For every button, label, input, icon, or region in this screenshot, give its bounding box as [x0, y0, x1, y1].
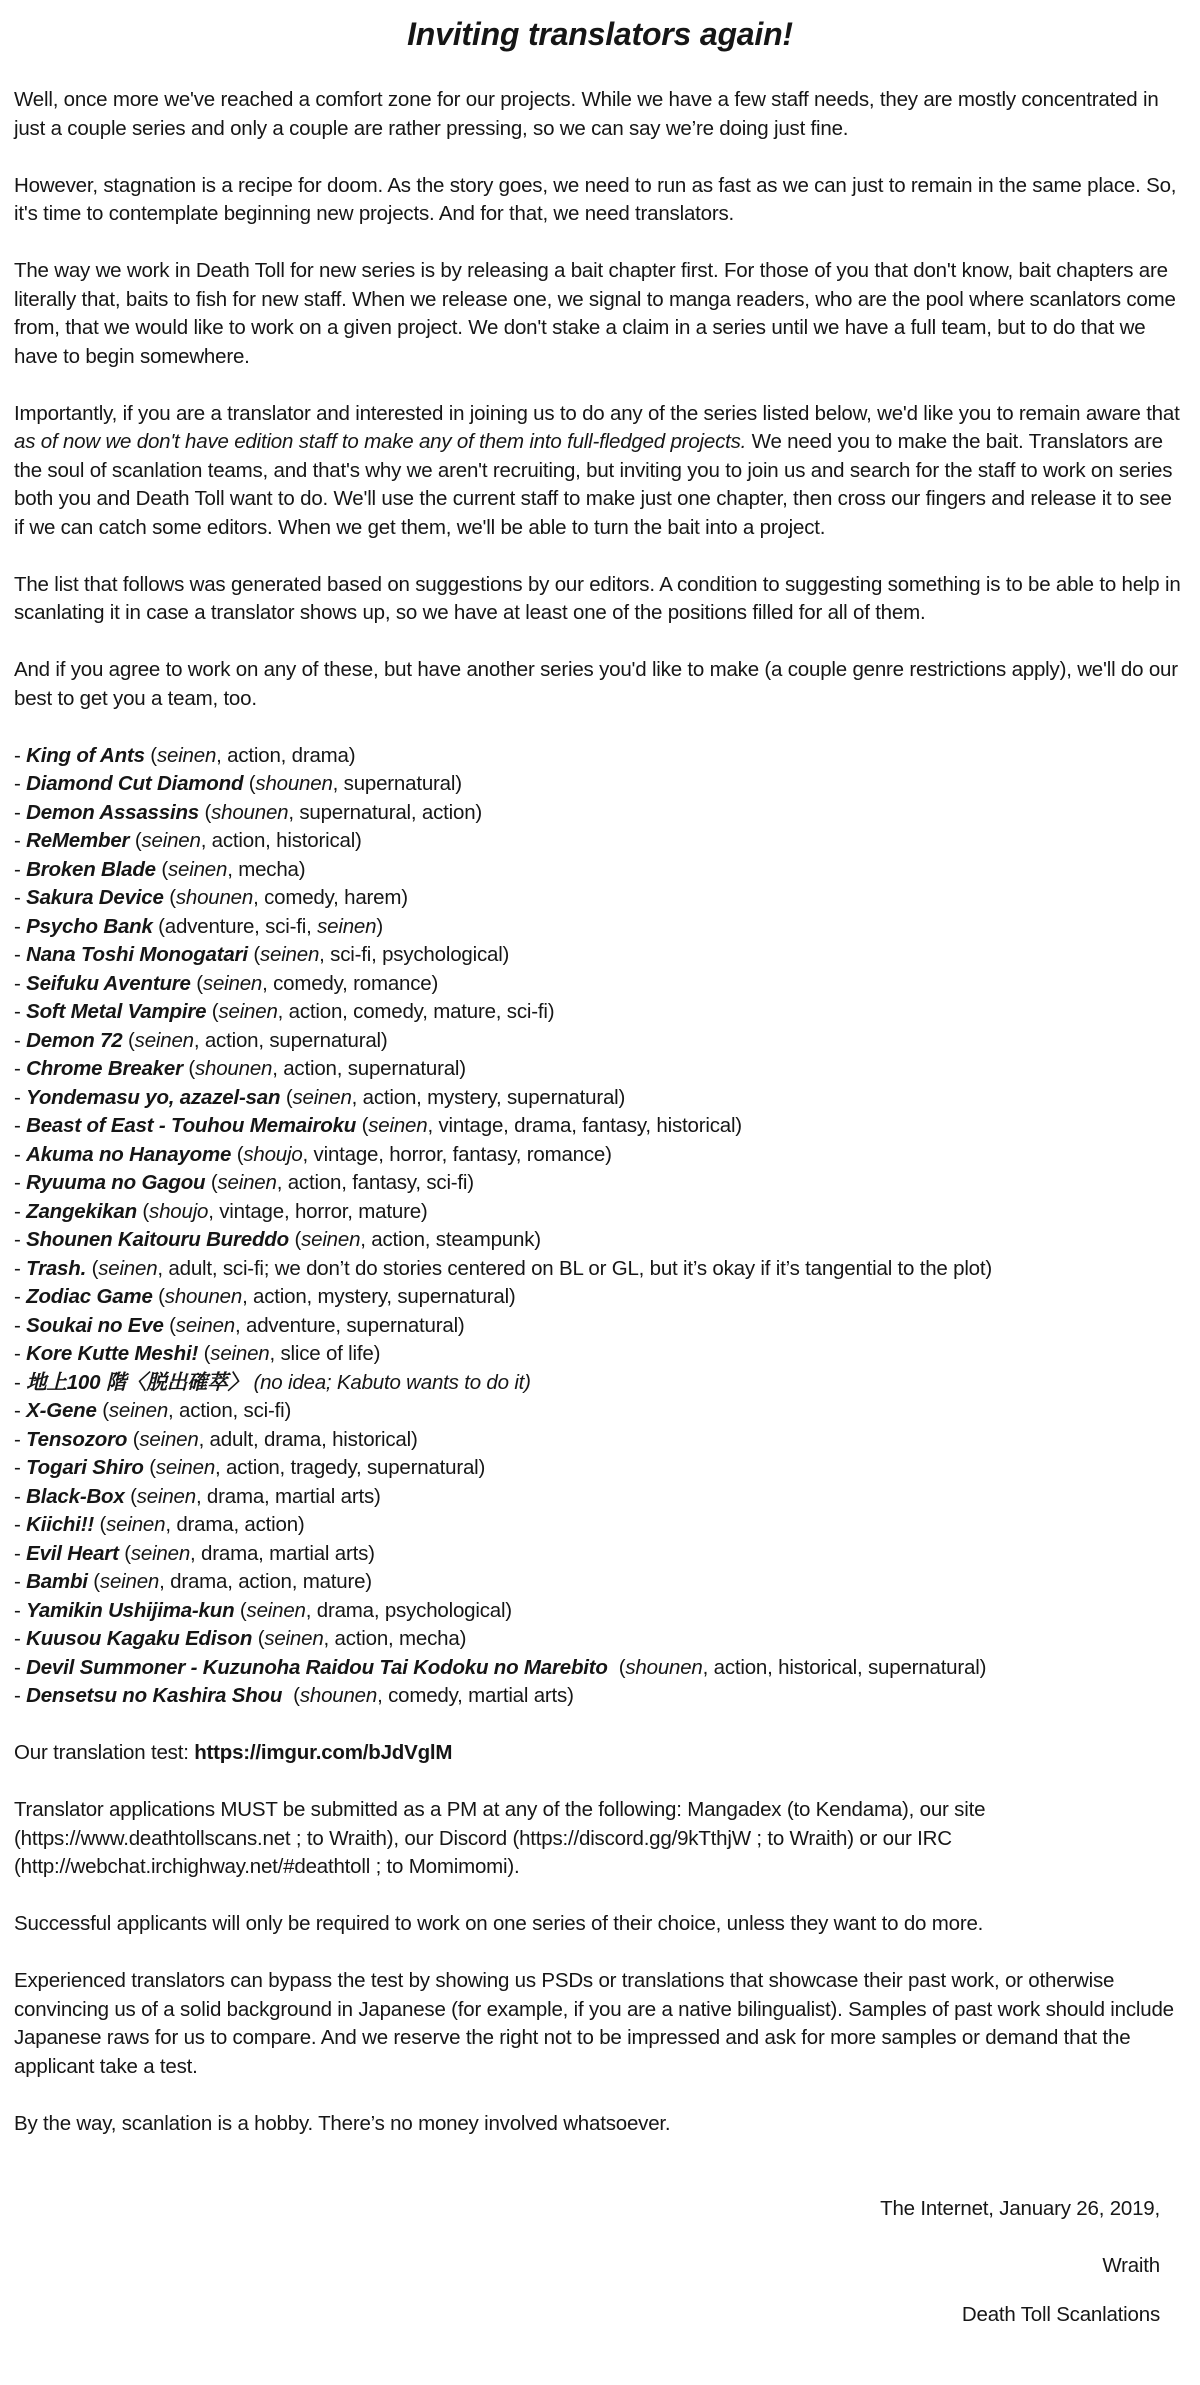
- text-segment: , adventure, supernatural): [235, 1313, 465, 1337]
- text-segment: (: [144, 743, 157, 767]
- text-segment: -: [14, 1171, 27, 1194]
- applications-paragraph: Translator applications MUST be submitted as a PM at any of the following: Mangadex (to Kendama), our site (https://www.deathtollscans.net ; to Wraith), our Discord (https://discord.gg/9kTthjW ; to Wraith) or our IRC (http://webchat.irchighway.net/#deathtoll ; to Momimomi).: [14, 1798, 991, 1878]
- series-title: Kiichi!!: [26, 1513, 94, 1536]
- series-title: Broken Blade: [26, 857, 156, 881]
- text-segment: as of now we don't have edition staff to make any of them into full-fledged projects.: [14, 430, 747, 453]
- text-segment: seinen: [301, 1228, 361, 1251]
- text-segment: seinen: [175, 1313, 235, 1337]
- text-segment: seinen: [259, 943, 320, 966]
- signature-dateline: The Internet, January 26, 2019,: [880, 2197, 1160, 2220]
- text-segment: seinen: [108, 1399, 169, 1422]
- series-list-item: [14, 1568, 1186, 1597]
- series-title: Beast of East - Touhou Memairoku: [26, 1114, 357, 1137]
- text-segment: (: [163, 1313, 176, 1337]
- text-segment: (: [252, 1627, 265, 1650]
- series-list-item: [14, 856, 1186, 885]
- signature-group: Death Toll Scanlations: [961, 2303, 1160, 2326]
- text-segment: , adult, sci-fi; we don’t do stories centered on BL or GL, but it’s okay if it’s tangential to the plot): [157, 1256, 993, 1280]
- text-segment: , comedy, romance): [262, 971, 439, 995]
- series-list-item: [14, 1141, 1186, 1170]
- text-segment: , action, fantasy, sci-fi): [276, 1171, 474, 1194]
- text-segment: seinen: [130, 1541, 191, 1565]
- text-segment: -: [14, 943, 27, 966]
- text-segment: seinen: [202, 971, 263, 995]
- series-list-item: [14, 1226, 1186, 1255]
- text-segment: (: [155, 857, 168, 881]
- text-segment: shoujo: [243, 1142, 303, 1166]
- text-segment: , vintage, drama, fantasy, historical): [427, 1114, 742, 1137]
- series-list-item: [14, 770, 1186, 799]
- text-segment: , vintage, horror, mature): [208, 1199, 428, 1223]
- text-segment: , action, historical, supernatural): [702, 1655, 987, 1679]
- series-title: Trash.: [26, 1256, 87, 1280]
- series-list: [14, 742, 1186, 1711]
- text-segment: seinen: [155, 1456, 216, 1479]
- text-segment: (: [118, 1541, 131, 1565]
- text-segment: -: [14, 1085, 27, 1109]
- text-segment: -: [14, 1142, 27, 1166]
- text-segment: -: [14, 1370, 27, 1394]
- series-title: Psycho Bank: [26, 914, 153, 938]
- text-segment: (: [122, 1028, 135, 1052]
- text-segment: shounen: [164, 1285, 243, 1308]
- series-list-item: [14, 1654, 1186, 1683]
- text-segment: (: [234, 1598, 247, 1622]
- text-segment: ): [376, 914, 383, 938]
- text-segment: -: [14, 857, 27, 881]
- text-segment: shounen: [175, 886, 254, 909]
- series-list-item: [14, 1055, 1186, 1084]
- series-title: Chrome Breaker: [26, 1057, 183, 1080]
- text-segment: , action, sci-fi): [168, 1399, 292, 1422]
- text-segment: seinen: [368, 1114, 428, 1137]
- series-list-item: [14, 1027, 1186, 1056]
- series-title: Soft Metal Vampire: [26, 1000, 207, 1023]
- series-list-item: [14, 1169, 1186, 1198]
- intro-paragraph-5: The list that follows was generated based on suggestions by our editors. A condition to suggesting something is to be able to help in scanlating it in case a translator shows up, so we have at least one of the positions filled for all of them.: [14, 572, 1187, 624]
- text-segment: -: [14, 1513, 27, 1536]
- text-segment: , action, tragedy, supernatural): [215, 1456, 486, 1479]
- series-list-item: [14, 1255, 1186, 1284]
- text-segment: shounen: [299, 1684, 378, 1707]
- text-segment: -: [14, 1598, 27, 1622]
- series-list-item: [14, 1540, 1186, 1569]
- text-segment: -: [14, 1484, 27, 1508]
- text-segment: -: [14, 1114, 27, 1137]
- text-segment: , drama, martial arts): [195, 1484, 381, 1508]
- text-segment: seinen: [136, 1484, 196, 1508]
- series-title: Shounen Kaitouru Bureddo: [26, 1228, 289, 1251]
- text-segment: (: [129, 829, 142, 852]
- text-segment: (: [288, 1228, 302, 1251]
- text-segment: (: [282, 1684, 300, 1707]
- series-list-item: [14, 1625, 1186, 1654]
- text-segment: -: [14, 1256, 27, 1280]
- text-segment: -: [14, 1313, 27, 1337]
- text-segment: Our translation test:: [14, 1741, 195, 1764]
- series-list-item: [14, 799, 1186, 828]
- text-segment: -: [14, 1627, 27, 1650]
- series-title: King of Ants: [26, 743, 145, 767]
- text-segment: (no idea; Kabuto wants to do it): [253, 1370, 531, 1394]
- series-title: X-Gene: [26, 1399, 97, 1422]
- series-title: Soukai no Eve: [26, 1313, 164, 1337]
- text-segment: Importantly, if you are a translator and interested in joining us to do any of the series listed below, we'd like you to remain aware that: [14, 401, 1186, 425]
- text-segment: (: [280, 1085, 293, 1109]
- text-segment: (: [243, 772, 256, 795]
- text-segment: , drama, action, mature): [159, 1570, 372, 1593]
- series-list-item: [14, 827, 1186, 856]
- text-segment: , sci-fi, psychological): [319, 943, 510, 966]
- text-segment: seinen: [217, 1171, 277, 1194]
- series-title: Ryuuma no Gagou: [26, 1171, 206, 1194]
- series-list-item: [14, 1340, 1186, 1369]
- text-segment: , vintage, horror, fantasy, romance): [302, 1142, 612, 1166]
- text-segment: , comedy, harem): [253, 886, 408, 909]
- text-segment: -: [14, 1427, 27, 1451]
- text-segment: (: [124, 1484, 137, 1508]
- text-segment: -: [14, 1285, 27, 1308]
- text-segment: (: [356, 1114, 369, 1137]
- series-title: Akuma no Hanayome: [26, 1142, 232, 1166]
- series-title: Sakura Device: [26, 886, 164, 909]
- series-list-item: [14, 1312, 1186, 1341]
- series-title: Evil Heart: [26, 1541, 119, 1565]
- series-list-item: [14, 1084, 1186, 1113]
- series-list-item: [14, 1597, 1186, 1626]
- text-segment: , action, mystery, supernatural): [351, 1085, 626, 1109]
- text-segment: (: [152, 1285, 165, 1308]
- text-segment: -: [14, 1541, 27, 1565]
- page-title: Inviting translators again!: [407, 16, 793, 52]
- series-title: Bambi: [26, 1570, 88, 1593]
- text-segment: seinen: [246, 1598, 306, 1622]
- text-segment: (: [163, 886, 176, 909]
- text-segment: shounen: [194, 1057, 273, 1080]
- series-title: Seifuku Aventure: [26, 971, 191, 995]
- text-segment: (: [127, 1427, 140, 1451]
- text-segment: (: [87, 1570, 100, 1593]
- text-segment: seinen: [168, 857, 228, 881]
- text-segment: -: [14, 1655, 27, 1679]
- text-segment: -: [14, 1057, 27, 1080]
- intro-paragraph-1: Well, once more we've reached a comfort zone for our projects. While we have a few staff needs, they are mostly concentrated in just a couple series and only a couple are rather pressing, so we can say we’re doing just fine.: [14, 88, 1165, 140]
- text-segment: (: [205, 1171, 218, 1194]
- series-title: Densetsu no Kashira Shou: [26, 1684, 283, 1707]
- text-segment: -: [14, 1228, 27, 1251]
- series-list-item: [14, 1369, 1186, 1398]
- text-segment: seinen: [141, 829, 201, 852]
- text-segment: , drama, psychological): [305, 1598, 512, 1622]
- text-segment: seinen: [292, 1085, 352, 1109]
- series-list-item: [14, 1483, 1186, 1512]
- text-segment: -: [14, 772, 27, 795]
- text-segment: -: [14, 914, 27, 938]
- series-title: Diamond Cut Diamond: [26, 772, 244, 795]
- translation-test-url: https://imgur.com/bJdVglM: [194, 1741, 453, 1764]
- text-segment: seinen: [218, 1000, 278, 1023]
- text-segment: , slice of life): [269, 1342, 381, 1365]
- text-segment: , action, drama): [216, 743, 356, 767]
- text-segment: (: [94, 1513, 107, 1536]
- series-list-item: [14, 941, 1186, 970]
- intro-paragraph-2: However, stagnation is a recipe for doom. As the story goes, we need to run as fast as we can just to remain in the same place. So, it's time to contemplate beginning new projects. And for that, we need translators.: [14, 173, 1182, 225]
- successful-applicants-paragraph: Successful applicants will only be required to work on one series of their choice, unless they want to do more.: [14, 1912, 984, 1935]
- series-title: Zodiac Game: [26, 1285, 153, 1308]
- text-segment: (: [190, 971, 203, 995]
- text-segment: -: [14, 743, 27, 767]
- intro-paragraph-4: [14, 400, 1186, 543]
- text-segment: We need you to make the bait. Translators are the soul of scanlation teams, and that's why we aren't recruiting, but inviting you to join us and search for the staff to work on series both you and Death Toll want to do. We'll use the current staff to make just one chapter, then cross our fingers and release it to see if we can catch some editors. When we get them, we'll be able to turn the bait into a project.: [14, 430, 1178, 539]
- series-list-item: [14, 1426, 1186, 1455]
- text-segment: -: [14, 886, 27, 909]
- text-segment: , action, mystery, supernatural): [242, 1285, 516, 1308]
- text-segment: -: [14, 971, 27, 995]
- text-segment: seinen: [139, 1427, 199, 1451]
- text-segment: -: [14, 829, 27, 852]
- text-segment: shounen: [211, 800, 289, 824]
- text-segment: -: [14, 1399, 27, 1422]
- series-title: 地上100 階〈脱出確萃〉: [26, 1370, 248, 1394]
- text-segment: , adult, drama, historical): [198, 1427, 418, 1451]
- text-segment: shounen: [625, 1655, 703, 1679]
- text-segment: seinen: [210, 1342, 270, 1365]
- text-segment: -: [14, 1028, 27, 1052]
- signature-author: Wraith: [1102, 2254, 1160, 2277]
- text-segment: (: [206, 1000, 219, 1023]
- text-segment: seinen: [98, 1256, 158, 1280]
- text-segment: seinen: [106, 1513, 166, 1536]
- series-list-item: [14, 913, 1186, 942]
- text-segment: -: [14, 1684, 27, 1707]
- series-title: Demon 72: [26, 1028, 123, 1052]
- series-title: Black-Box: [26, 1484, 125, 1508]
- text-segment: shounen: [255, 772, 333, 795]
- text-segment: (: [96, 1399, 109, 1422]
- text-segment: seinen: [99, 1570, 160, 1593]
- series-list-item: [14, 742, 1186, 771]
- series-title: Kuusou Kagaku Edison: [26, 1627, 253, 1650]
- series-list-item: [14, 998, 1186, 1027]
- series-list-item: [14, 1682, 1186, 1711]
- series-list-item: [14, 1397, 1186, 1426]
- translation-test-line: [14, 1739, 1186, 1768]
- series-title: Yamikin Ushijima-kun: [26, 1598, 235, 1622]
- text-segment: -: [14, 1570, 27, 1593]
- signature-block: [14, 2195, 1186, 2330]
- text-segment: -: [14, 1199, 27, 1223]
- text-segment: -: [14, 1342, 27, 1365]
- text-segment: , action, historical): [200, 829, 362, 852]
- series-title: Tensozoro: [26, 1427, 128, 1451]
- text-segment: (: [86, 1256, 99, 1280]
- text-segment: (: [136, 1199, 150, 1223]
- text-segment: (: [607, 1655, 626, 1679]
- series-title: Devil Summoner - Kuzunoha Raidou Tai Kodoku no Marebito: [26, 1655, 608, 1679]
- series-title: Togari Shiro: [26, 1456, 144, 1479]
- text-segment: -: [14, 1456, 27, 1479]
- series-title: Demon Assassins: [26, 800, 199, 824]
- series-list-item: [14, 970, 1186, 999]
- text-segment: , mecha): [227, 857, 306, 881]
- text-segment: (: [247, 943, 260, 966]
- text-segment: (: [143, 1456, 156, 1479]
- text-segment: shoujo: [149, 1199, 209, 1223]
- text-segment: seinen: [317, 914, 377, 938]
- series-list-item: [14, 1454, 1186, 1483]
- text-segment: , supernatural, action): [288, 800, 483, 824]
- text-segment: , action, steampunk): [360, 1228, 541, 1251]
- series-list-item: [14, 1283, 1186, 1312]
- series-list-item: [14, 1112, 1186, 1141]
- text-segment: , action, comedy, mature, sci-fi): [277, 1000, 555, 1023]
- intro-paragraph-6: And if you agree to work on any of these, but have another series you'd like to make (a couple genre restrictions apply), we'll do our best to get you a team, too.: [14, 658, 1184, 710]
- text-segment: , action, supernatural): [272, 1057, 466, 1080]
- text-segment: (adventure, sci-fi,: [152, 914, 318, 938]
- series-title: Zangekikan: [26, 1199, 137, 1223]
- series-list-item: [14, 1198, 1186, 1227]
- text-segment: , supernatural): [332, 772, 462, 795]
- experienced-translators-paragraph: Experienced translators can bypass the test by showing us PSDs or translations that showcase their past work, or otherwise convincing us of a solid background in Japanese (for example, if you are a native bilingualist). Samples of past work should include Japanese raws for us to compare. And we reserve the right not to be impressed and ask for more samples or demand that the applicant take a test.: [14, 1969, 1180, 2078]
- text-segment: (: [182, 1057, 195, 1080]
- series-list-item: [14, 1511, 1186, 1540]
- text-segment: , action, supernatural): [193, 1028, 388, 1052]
- hobby-paragraph: By the way, scanlation is a hobby. There’s no money involved whatsoever.: [14, 2111, 671, 2135]
- text-segment: , drama, martial arts): [190, 1541, 375, 1565]
- series-title: Yondemasu yo, azazel-san: [26, 1085, 281, 1109]
- series-list-item: [14, 884, 1186, 913]
- text-segment: , drama, action): [165, 1513, 305, 1536]
- text-segment: (: [198, 1342, 211, 1365]
- series-title: Nana Toshi Monogatari: [26, 943, 248, 966]
- text-segment: (: [231, 1142, 244, 1166]
- text-segment: seinen: [156, 743, 217, 767]
- text-segment: (: [198, 800, 212, 824]
- series-title: ReMember: [26, 829, 130, 852]
- text-segment: , action, mecha): [323, 1627, 467, 1650]
- text-segment: seinen: [134, 1028, 194, 1052]
- series-title: Kore Kutte Meshi!: [26, 1342, 199, 1365]
- text-segment: , comedy, martial arts): [377, 1684, 574, 1707]
- intro-paragraph-3: The way we work in Death Toll for new series is by releasing a bait chapter first. For those of you that don't know, bait chapters are literally that, baits to fish for new staff. When we release one, we signal to manga readers, who are the pool where scanlators come from, that we would like to work on a given project. We don't stake a claim in a series until we have a full team, but to do that we have to begin somewhere.: [14, 259, 1182, 368]
- text-segment: seinen: [264, 1627, 324, 1650]
- text-segment: -: [14, 1000, 27, 1023]
- text-segment: -: [14, 800, 27, 824]
